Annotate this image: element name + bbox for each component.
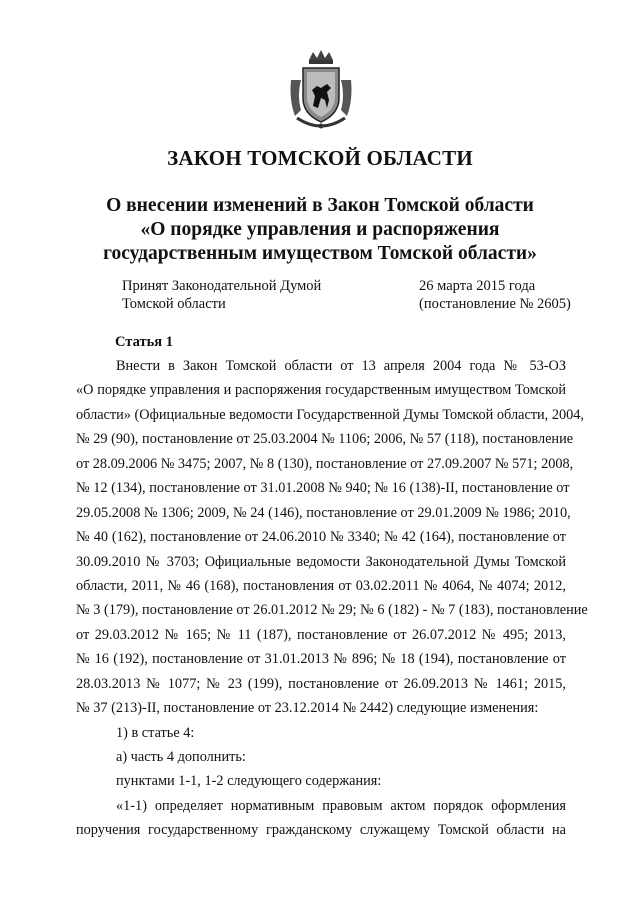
body-line: от 28.09.2006 № 3475; 2007, № 8 (130), постановление от 27.09.2007 № 571; 2008, xyxy=(76,455,574,472)
subtitle-line: О внесении изменений в Закон Томской области xyxy=(106,195,534,216)
body-line: поручения государственному гражданскому служащему Томской области на xyxy=(76,822,566,839)
body-line: № 12 (134), постановление от 31.01.2008 № 940; № 16 (138)-II, постановление от xyxy=(76,480,570,497)
body-line: № 40 (162), постановление от 24.06.2010 № 3340; № 42 (164), постановление от xyxy=(76,529,566,546)
body-line: № 3 (179), постановление от 26.01.2012 № 29; № 6 (182) - № 7 (183), постановление xyxy=(76,602,588,619)
list-item: пунктами 1-1, 1-2 следующего содержания: xyxy=(116,773,382,790)
adoption-resolution-line: (постановление № 2605) xyxy=(419,296,571,312)
body-line: области, 2011, № 46 (168), постановления от 03.02.2011 № 4064, № 4074; 2012, xyxy=(76,577,566,594)
body-line: № 29 (90), постановление от 25.03.2004 № 1106; 2006, № 57 (118), постановление xyxy=(76,431,574,448)
body-line: № 16 (192), постановление от 31.01.2013 № 896; № 18 (194), постановление от xyxy=(76,651,566,668)
law-subtitle xyxy=(0,194,640,266)
body-line: «О порядке управления и распоряжения государственным имуществом Томской xyxy=(76,382,566,399)
body-line: № 37 (213)-II, постановление от 23.12.2014 № 2442) следующие изменения: xyxy=(76,700,539,717)
body-line: «1-1) определяет нормативным правовым актом порядок оформления xyxy=(116,797,566,814)
body-line: 28.03.2013 № 1077; № 23 (199), постановление от 26.09.2013 № 1461; 2015, xyxy=(76,675,566,692)
coat-of-arms-icon xyxy=(287,50,355,132)
article-body xyxy=(76,354,588,843)
list-item: 1) в статье 4: xyxy=(116,724,195,741)
adopted-by-line: Принят Законодательной Думой xyxy=(122,278,322,294)
adoption-date-line: 26 марта 2015 года xyxy=(419,278,536,294)
body-line: от 29.03.2012 № 165; № 11 (187), постановление от 26.07.2012 № 495; 2013, xyxy=(76,626,566,643)
body-line: области» (Официальные ведомости Государственной Думы Томской области, 2004, xyxy=(76,406,584,423)
article-heading: Статья 1 xyxy=(115,334,173,350)
body-line: Внести в Закон Томской области от 13 апреля 2004 года № 53-ОЗ xyxy=(116,358,566,374)
body-line: 29.05.2008 № 1306; 2009, № 24 (146), постановление от 29.01.2009 № 1986; 2010, xyxy=(76,504,571,521)
adopted-by xyxy=(122,277,321,313)
body-line: 30.09.2010 № 3703; Официальные ведомости Законодательной Думы Томской xyxy=(76,553,566,570)
adopted-by-line: Томской области xyxy=(122,296,226,312)
adoption-date xyxy=(419,277,571,313)
law-title: ЗАКОН ТОМСКОЙ ОБЛАСТИ xyxy=(167,146,473,170)
subtitle-line: «О порядке управления и распоряжения xyxy=(140,219,500,240)
subtitle-line: государственным имуществом Томской области» xyxy=(103,243,537,264)
list-item: а) часть 4 дополнить: xyxy=(116,749,246,765)
